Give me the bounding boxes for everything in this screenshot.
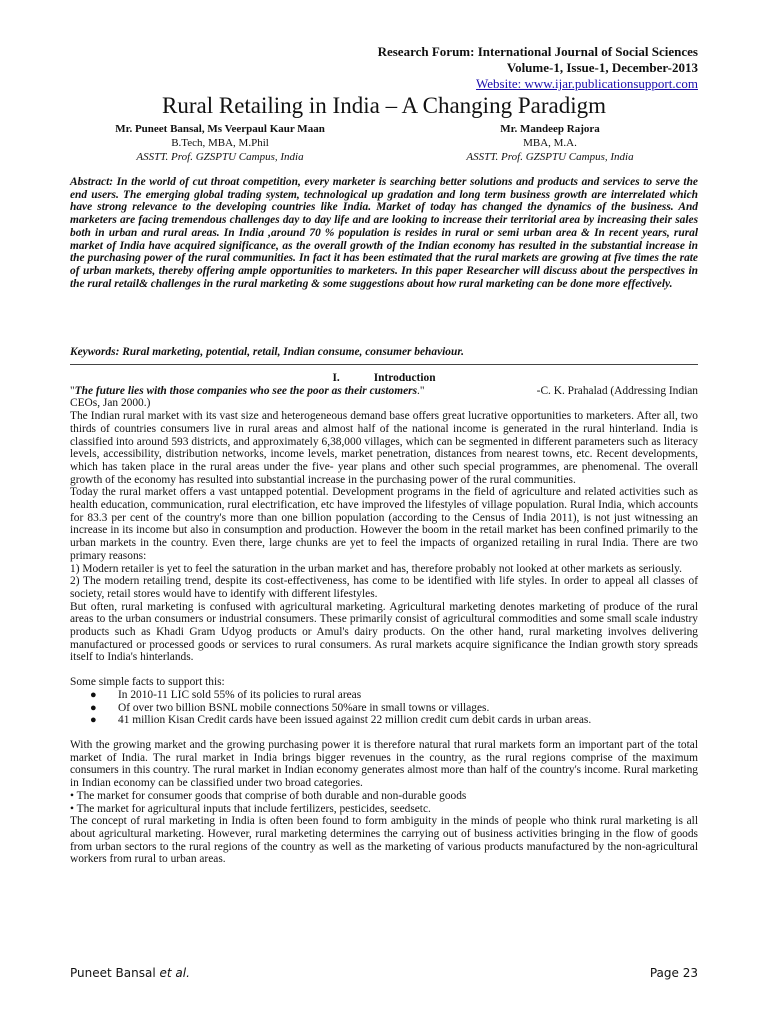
footer-author-name: Puneet Bansal xyxy=(70,966,156,980)
bullet-icon: ● xyxy=(90,701,97,714)
author-names: Mr. Puneet Bansal, Ms Veerpaul Kaur Maan xyxy=(115,123,325,135)
author-degrees: B.Tech, MBA, M.Phil xyxy=(171,137,269,149)
section-number: I. xyxy=(332,372,340,384)
epigraph-quote xyxy=(70,385,698,398)
journal-name: Research Forum: International Journal of Social Sciences xyxy=(377,44,698,59)
paragraph: The concept of rural marketing in India is often been found to form ambiguity in the minds of people who think rural marketing is all about agricultural marketing. However, rural marketing determines the carrying out of business activities bringing in the flow of goods from urban sectors to the rural regions of the country as well as the marketing of various products manufactured by the non-agricultural workers from rural to urban areas. xyxy=(70,815,698,866)
quote-source: -C. K. Prahalad (Addressing Indian xyxy=(536,384,698,397)
paragraph: Today the rural market offers a vast untapped potential. Development programs in the field of agriculture and related activities such as health education, communication, rural electrification, etc have improved the lifestyles of village population. Rural India, which accounts for 83.3 per cent of the country's more than one billion population (according to the Census of India 2011), is not just witnessing an increase in its income but also in consumption and production. However the boom in the retail market has been confined primarily to the urban markets in the country. Even there, large chunks are yet to feel the impacts of organized retailing in rural India. There are two primary reasons: xyxy=(70,486,698,562)
journal-website-link[interactable]: Website: www.ijar.publicationsupport.com xyxy=(476,76,698,91)
author-affiliation: ASSTT. Prof. GZSPTU Campus, India xyxy=(466,151,634,163)
quote-text: The future lies with those companies who see the poor as their customers xyxy=(74,384,418,397)
bullet-icon: ● xyxy=(90,714,97,727)
paragraph: 2) The modern retailing trend, despite its cost-effectiveness, has come to be identified with life styles. In order to appeal all classes of society, retail stores would have to identify with different lifestyles. xyxy=(70,575,698,600)
paragraph: • The market for consumer goods that comprise of both durable and non-durable goods xyxy=(70,789,467,802)
page-number: Page 23 xyxy=(649,966,698,980)
quote-source-cont: CEOs, Jan 2000.) xyxy=(70,397,151,410)
list-item-text: In 2010-11 LIC sold 55% of its policies to rural areas xyxy=(118,688,362,701)
main-body xyxy=(70,372,698,866)
list-item xyxy=(70,702,698,715)
keywords: Keywords: Rural marketing, potential, retail, Indian consume, consumer behaviour. xyxy=(70,346,464,358)
facts-intro: Some simple facts to support this: xyxy=(70,676,225,689)
list-item xyxy=(70,689,698,702)
journal-issue: Volume-1, Issue-1, December-2013 xyxy=(506,60,698,75)
list-item-text: Of over two billion BSNL mobile connections 50%are in small towns or villages. xyxy=(118,701,490,714)
author-block-left xyxy=(70,122,370,164)
facts-list xyxy=(70,689,698,727)
footer-author xyxy=(70,966,190,980)
bullet-icon: ● xyxy=(90,688,97,701)
author-names: Mr. Mandeep Rajora xyxy=(500,123,600,135)
list-item-text: 41 million Kisan Credit cards have been issued against 22 million credit cum debit cards in urban areas. xyxy=(118,714,592,727)
paragraph: 1) Modern retailer is yet to feel the saturation in the urban market and has, therefore probably not looked at other markets as seriously. xyxy=(70,562,682,575)
list-item xyxy=(70,714,698,727)
quote-open: " xyxy=(70,384,75,397)
paragraph: With the growing market and the growing purchasing power it is therefore natural that rural markets form an important part of the total market of India. The rural market in India brings bigger revenues in the country, as the rural regions comprise of the maximum consumers in this country. The rural market in Indian economy generates almost more than half of the country's income. Rural marketing in Indian economy can be classified under two broad categories. xyxy=(70,738,698,790)
abstract: Abstract: In the world of cut throat competition, every marketer is searching better solutions and products and services to serve the end users. The emerging global trading system, technological up gradation and long term business growth are interrelated which have strong relevance to the developing countries like India. Market of today has changed the dynamics of the business. And marketers are facing tremendous challenges day to day life and are looking to increase their territorial area by increasing their sales both in urban and rural areas. In India ,around 70 % population is resides in rural or semi urban area & In recent years, rural market of India have acquired significance, as the overall growth of the Indian economy has resulted in the substantial increase in the purchasing power of the rural communities. In fact it has been estimated that the rural markets are growing at five times the rate of urban markets, thereby offering ample opportunities to marketers. In this paper Researcher will discuss about the perspectives in the rural retail& challenges in the rural marketing & some suggestions about how rural marketing can be done more effectively. xyxy=(70,176,698,290)
paragraph: • The market for agricultural inputs that include fertilizers, pesticides, seedsetc. xyxy=(70,802,431,815)
section-heading xyxy=(70,372,698,385)
author-degrees: MBA, M.A. xyxy=(523,137,577,149)
footer-etal: et al. xyxy=(159,966,190,980)
section-divider xyxy=(70,364,698,365)
author-affiliation: ASSTT. Prof. GZSPTU Campus, India xyxy=(136,151,304,163)
quote-close: ." xyxy=(417,384,425,397)
paragraph: But often, rural marketing is confused with agricultural marketing. Agricultural marketing denotes marketing of produce of the rural areas to the urban consumers or industrial consumers. These primarily consist of agricultural commodities and some small scale industry products such as Khadi Gram Udyog products or Amul's dairy products. On the other hand, rural marketing involves delivering manufactured or processed goods or services to rural consumers. As rural markets acquire significance the Indian growth story spreads itself to India's hinterlands. xyxy=(70,600,698,664)
author-block-right xyxy=(400,122,700,164)
paper-title: Rural Retailing in India – A Changing Paradigm xyxy=(162,93,606,118)
section-title: Introduction xyxy=(373,372,436,384)
paragraph: The Indian rural market with its vast size and heterogeneous demand base offers great lucrative opportunities to marketers. After all, two thirds of countries consumers live in rural areas and almost half of the national income is generated in the rural hinterland. India is classified into around 593 districts, and approximately 6,38,000 villages, which can be segmented in different parameters such as literacy levels, accessibility, distribution networks, income levels, market penetration, distances from nearest towns, etc. Recent developments, which has taken place in the rural areas under the five- year plans and other such special programmes, are phenomenal. The overall growth of the economy has resulted into substantial increase in the purchasing power of the rural communities. xyxy=(70,410,698,486)
